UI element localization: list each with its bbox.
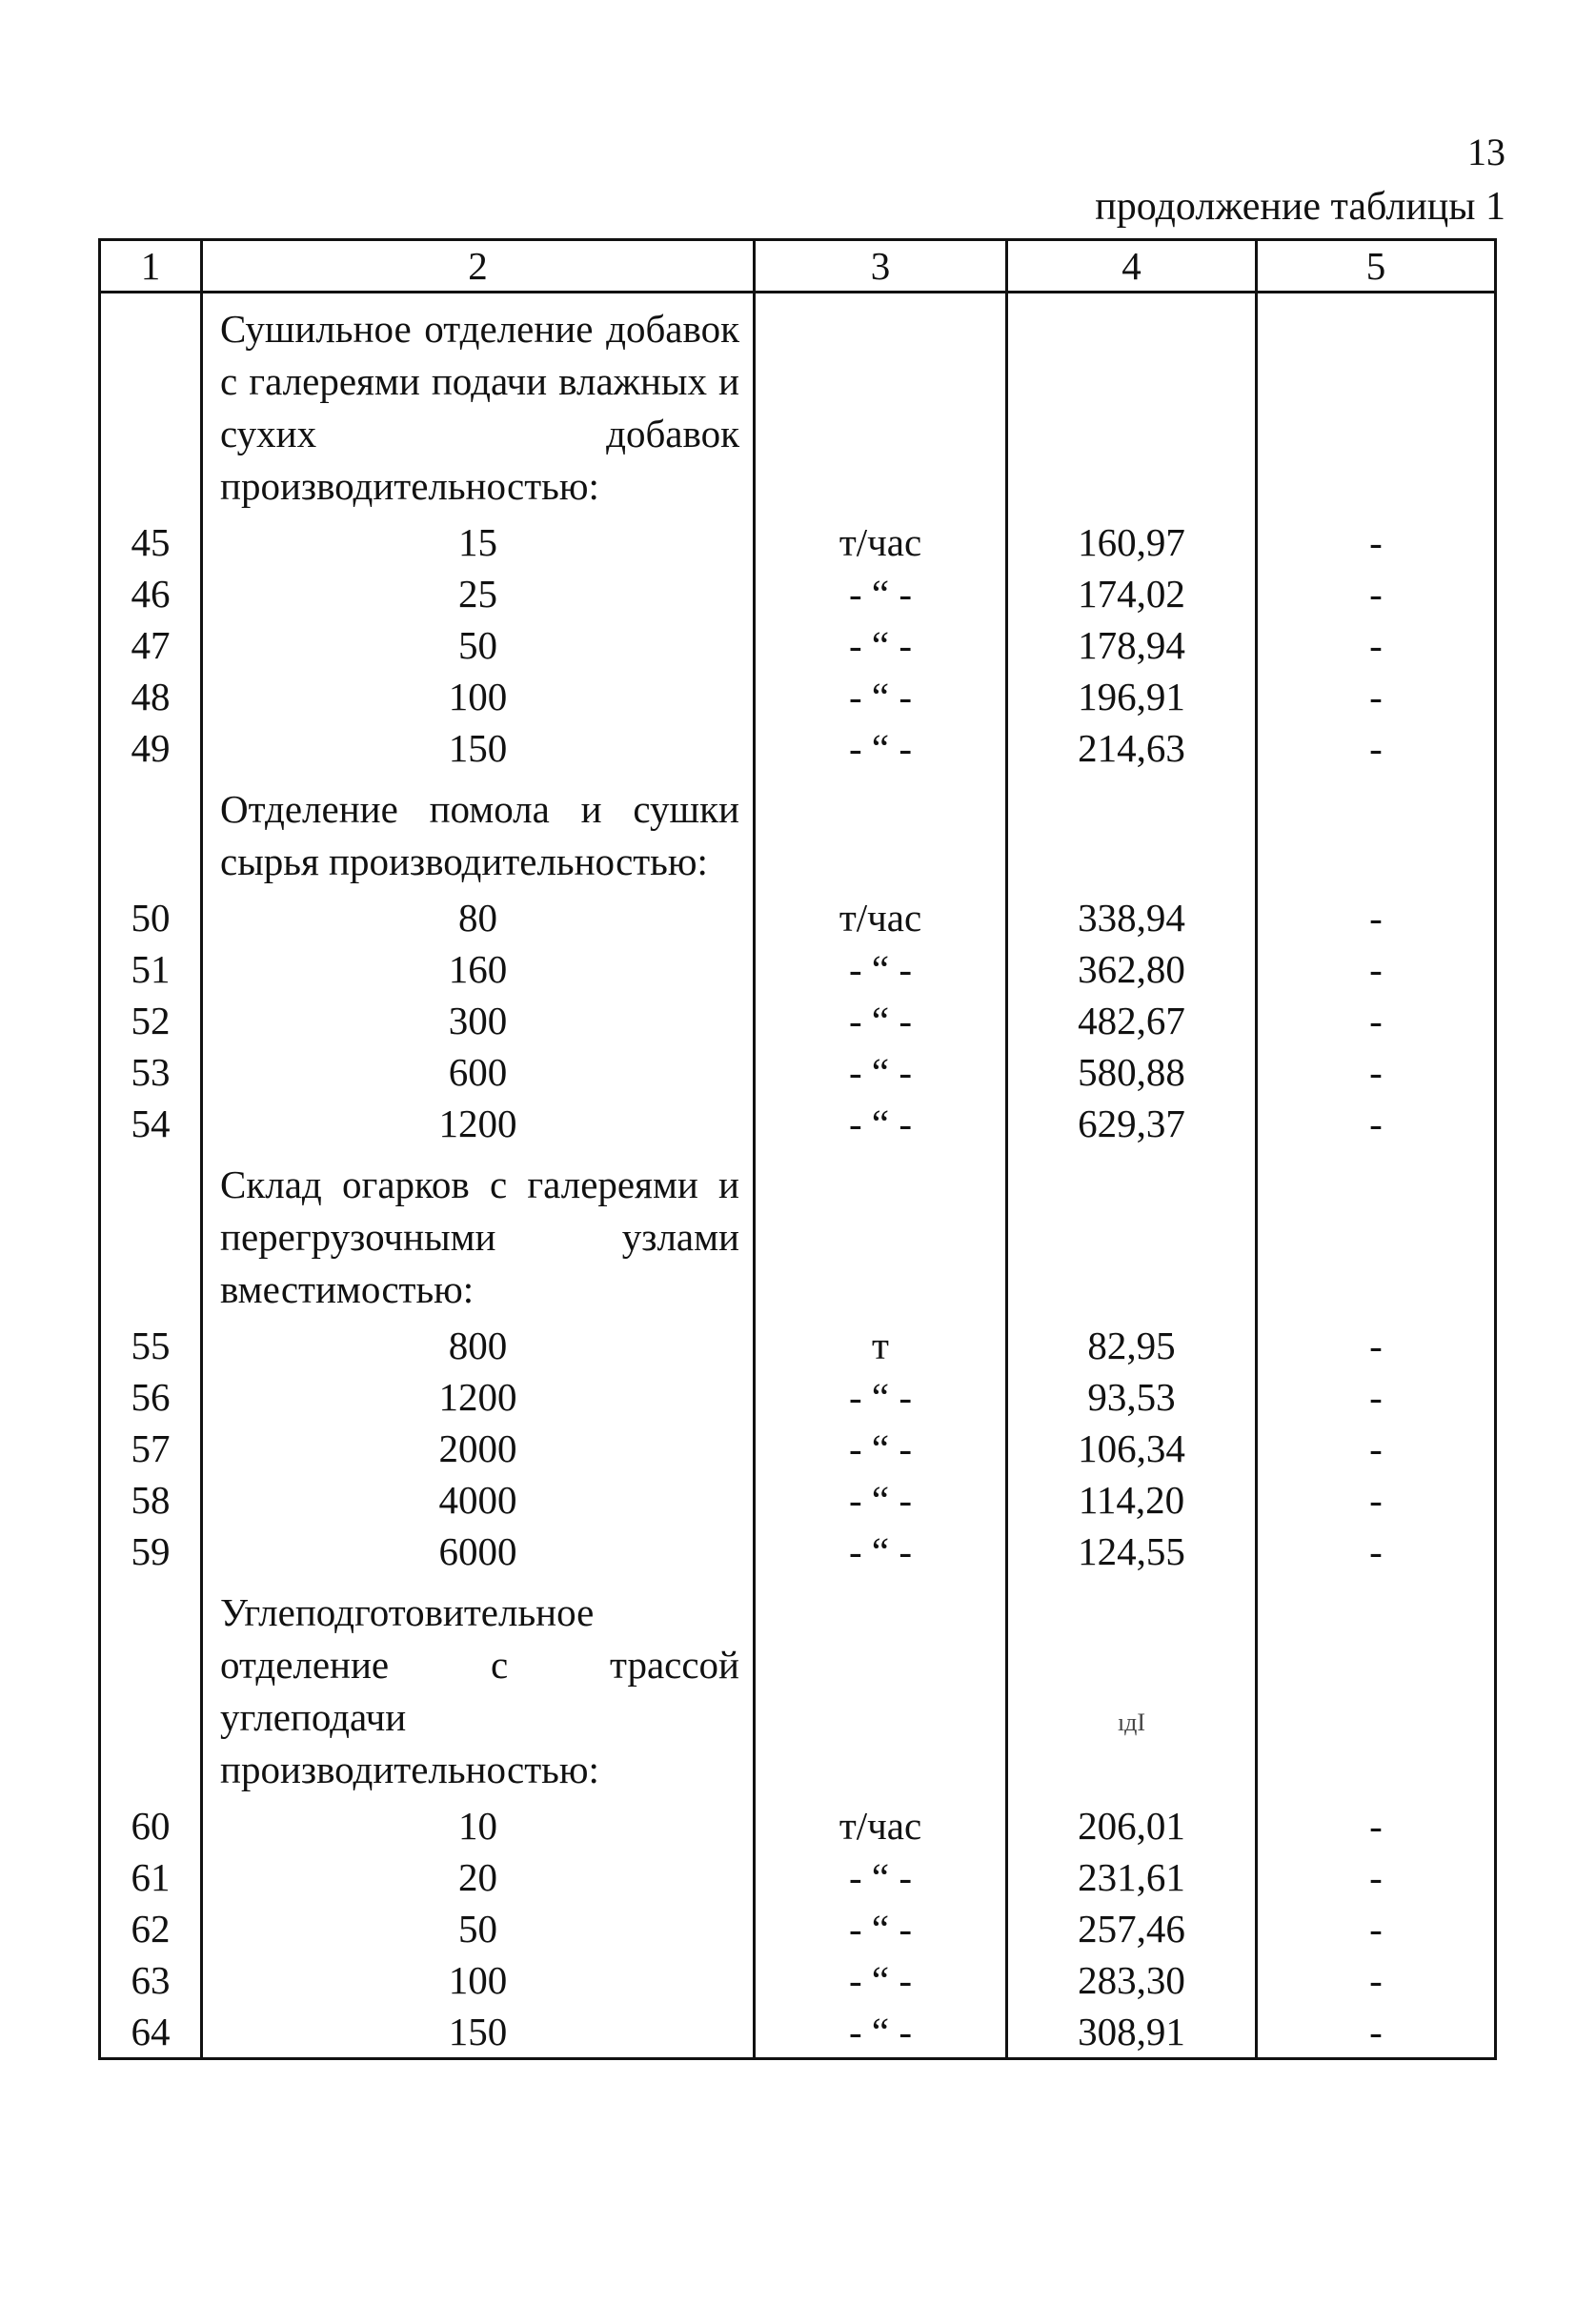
unit-cell: - “ -	[755, 1423, 1007, 1474]
column5-cell: -	[1257, 2006, 1496, 2059]
column5-cell: -	[1257, 1371, 1496, 1423]
unit-cell: т/час	[755, 1800, 1007, 1851]
value-cell: 114,20	[1007, 1474, 1257, 1526]
capacity-cell: 600	[202, 1046, 755, 1098]
row-number-cell: 49	[100, 722, 202, 774]
unit-cell: - “ -	[755, 1098, 1007, 1149]
value-cell: 196,91	[1007, 671, 1257, 722]
table-row	[100, 671, 1496, 722]
row-number-cell: 63	[100, 1954, 202, 2006]
row-number-cell: 45	[100, 516, 202, 568]
section-empty-cell	[755, 1577, 1007, 1800]
capacity-cell: 80	[202, 892, 755, 943]
value-cell: 338,94	[1007, 892, 1257, 943]
section-empty-cell	[100, 1577, 202, 1800]
section-empty-cell	[755, 293, 1007, 517]
value-cell: 178,94	[1007, 619, 1257, 671]
column5-cell: -	[1257, 1320, 1496, 1371]
row-number-cell: 58	[100, 1474, 202, 1526]
section-title: Сушильное отделение добавок с галереями подачи влажных и сухих добавок производительностью:	[220, 307, 739, 508]
capacity-cell: 50	[202, 1903, 755, 1954]
unit-cell: - “ -	[755, 1903, 1007, 1954]
section-row	[100, 1577, 1496, 1800]
column5-cell: -	[1257, 619, 1496, 671]
column5-cell: -	[1257, 1800, 1496, 1851]
capacity-cell: 150	[202, 722, 755, 774]
value-cell: 283,30	[1007, 1954, 1257, 2006]
section-empty-cell	[100, 293, 202, 517]
row-number-cell: 50	[100, 892, 202, 943]
row-number-cell: 59	[100, 1526, 202, 1577]
table-row	[100, 1046, 1496, 1098]
table-row	[100, 943, 1496, 995]
capacity-cell: 10	[202, 1800, 755, 1851]
table-row	[100, 1800, 1496, 1851]
section-empty-cell	[1007, 1577, 1257, 1800]
capacity-cell: 50	[202, 619, 755, 671]
header-cell: 4	[1007, 240, 1257, 293]
row-number-cell: 52	[100, 995, 202, 1046]
table-row	[100, 2006, 1496, 2059]
capacity-cell: 1200	[202, 1371, 755, 1423]
row-number-cell: 62	[100, 1903, 202, 1954]
column5-cell: -	[1257, 516, 1496, 568]
value-cell: 580,88	[1007, 1046, 1257, 1098]
unit-cell: - “ -	[755, 1954, 1007, 2006]
row-number-cell: 51	[100, 943, 202, 995]
header-cell: 2	[202, 240, 755, 293]
column5-cell: -	[1257, 995, 1496, 1046]
section-row	[100, 293, 1496, 517]
capacity-cell: 4000	[202, 1474, 755, 1526]
capacity-cell: 15	[202, 516, 755, 568]
column5-cell: -	[1257, 1046, 1496, 1098]
row-number-cell: 54	[100, 1098, 202, 1149]
column5-cell: -	[1257, 1903, 1496, 1954]
row-number-cell: 61	[100, 1851, 202, 1903]
section-title-cell	[202, 1149, 755, 1320]
section-empty-cell	[1257, 774, 1496, 892]
header-row	[100, 240, 1496, 293]
unit-cell: - “ -	[755, 671, 1007, 722]
row-number-cell: 47	[100, 619, 202, 671]
data-table	[98, 238, 1494, 2060]
column5-cell: -	[1257, 671, 1496, 722]
section-empty-cell	[1257, 1577, 1496, 1800]
section-title-cell	[202, 293, 755, 517]
unit-cell: - “ -	[755, 2006, 1007, 2059]
unit-cell: - “ -	[755, 568, 1007, 619]
column5-cell: -	[1257, 1851, 1496, 1903]
unit-cell: - “ -	[755, 943, 1007, 995]
unit-cell: т/час	[755, 516, 1007, 568]
table-row	[100, 1903, 1496, 1954]
table-row	[100, 1371, 1496, 1423]
value-cell: 160,97	[1007, 516, 1257, 568]
unit-cell: - “ -	[755, 619, 1007, 671]
unit-cell: - “ -	[755, 1851, 1007, 1903]
row-number-cell: 53	[100, 1046, 202, 1098]
section-empty-cell	[1007, 293, 1257, 517]
row-number-cell: 46	[100, 568, 202, 619]
column5-cell: -	[1257, 943, 1496, 995]
section-row	[100, 1149, 1496, 1320]
table-caption: продолжение таблицы 1	[1095, 185, 1505, 229]
value-cell: 231,61	[1007, 1851, 1257, 1903]
value-cell: 82,95	[1007, 1320, 1257, 1371]
capacity-cell: 1200	[202, 1098, 755, 1149]
section-empty-cell	[100, 774, 202, 892]
row-number-cell: 64	[100, 2006, 202, 2059]
header-cell: 1	[100, 240, 202, 293]
section-title: Склад огарков с галереями и перегрузочными узлами вместимостью:	[220, 1163, 739, 1311]
value-cell: 174,02	[1007, 568, 1257, 619]
column5-cell: -	[1257, 892, 1496, 943]
unit-cell: т/час	[755, 892, 1007, 943]
row-number-cell: 57	[100, 1423, 202, 1474]
value-cell: 629,37	[1007, 1098, 1257, 1149]
table-row	[100, 1320, 1496, 1371]
unit-cell: - “ -	[755, 1371, 1007, 1423]
table-row	[100, 1474, 1496, 1526]
section-empty-cell	[1007, 1149, 1257, 1320]
column5-cell: -	[1257, 1474, 1496, 1526]
value-cell: 482,67	[1007, 995, 1257, 1046]
row-number-cell: 56	[100, 1371, 202, 1423]
section-empty-cell	[1257, 1149, 1496, 1320]
capacity-cell: 800	[202, 1320, 755, 1371]
capacity-cell: 6000	[202, 1526, 755, 1577]
column5-cell: -	[1257, 1423, 1496, 1474]
unit-cell: - “ -	[755, 722, 1007, 774]
column5-cell: -	[1257, 722, 1496, 774]
section-empty-cell	[1007, 774, 1257, 892]
table-row	[100, 1851, 1496, 1903]
table-row	[100, 1098, 1496, 1149]
value-cell: 257,46	[1007, 1903, 1257, 1954]
unit-cell: - “ -	[755, 1046, 1007, 1098]
value-cell: 124,55	[1007, 1526, 1257, 1577]
table-row	[100, 995, 1496, 1046]
section-title: Углеподготовительное отделение с трассой углеподачи производительностью:	[220, 1590, 739, 1791]
value-cell: 308,91	[1007, 2006, 1257, 2059]
capacity-cell: 2000	[202, 1423, 755, 1474]
row-number-cell: 60	[100, 1800, 202, 1851]
table-row	[100, 892, 1496, 943]
section-title: Отделение помола и сушки сырья производительностью:	[220, 787, 739, 883]
column5-cell: -	[1257, 1954, 1496, 2006]
column5-cell: -	[1257, 568, 1496, 619]
unit-cell: т	[755, 1320, 1007, 1371]
table-row	[100, 1954, 1496, 2006]
table-row	[100, 1526, 1496, 1577]
page-number: 13	[1467, 131, 1505, 173]
table-row	[100, 619, 1496, 671]
value-cell: 93,53	[1007, 1371, 1257, 1423]
header-cell: 3	[755, 240, 1007, 293]
header-cell: 5	[1257, 240, 1496, 293]
column5-cell: -	[1257, 1098, 1496, 1149]
section-empty-cell	[100, 1149, 202, 1320]
value-cell: 206,01	[1007, 1800, 1257, 1851]
table-row	[100, 722, 1496, 774]
table-body	[100, 293, 1496, 2059]
section-title-cell	[202, 1577, 755, 1800]
value-cell: 214,63	[1007, 722, 1257, 774]
stamp-mark: ıдI	[1117, 1709, 1146, 1736]
unit-cell: - “ -	[755, 1474, 1007, 1526]
row-number-cell: 55	[100, 1320, 202, 1371]
capacity-cell: 25	[202, 568, 755, 619]
capacity-cell: 20	[202, 1851, 755, 1903]
capacity-cell: 160	[202, 943, 755, 995]
column5-cell: -	[1257, 1526, 1496, 1577]
section-empty-cell	[755, 1149, 1007, 1320]
capacity-cell: 150	[202, 2006, 755, 2059]
section-row	[100, 774, 1496, 892]
table-row	[100, 1423, 1496, 1474]
table-row	[100, 568, 1496, 619]
row-number-cell: 48	[100, 671, 202, 722]
table-row	[100, 516, 1496, 568]
section-empty-cell	[1257, 293, 1496, 517]
section-title-cell	[202, 774, 755, 892]
capacity-cell: 100	[202, 671, 755, 722]
section-empty-cell	[755, 774, 1007, 892]
value-cell: 362,80	[1007, 943, 1257, 995]
unit-cell: - “ -	[755, 995, 1007, 1046]
capacity-cell: 300	[202, 995, 755, 1046]
unit-cell: - “ -	[755, 1526, 1007, 1577]
capacity-cell: 100	[202, 1954, 755, 2006]
value-cell: 106,34	[1007, 1423, 1257, 1474]
